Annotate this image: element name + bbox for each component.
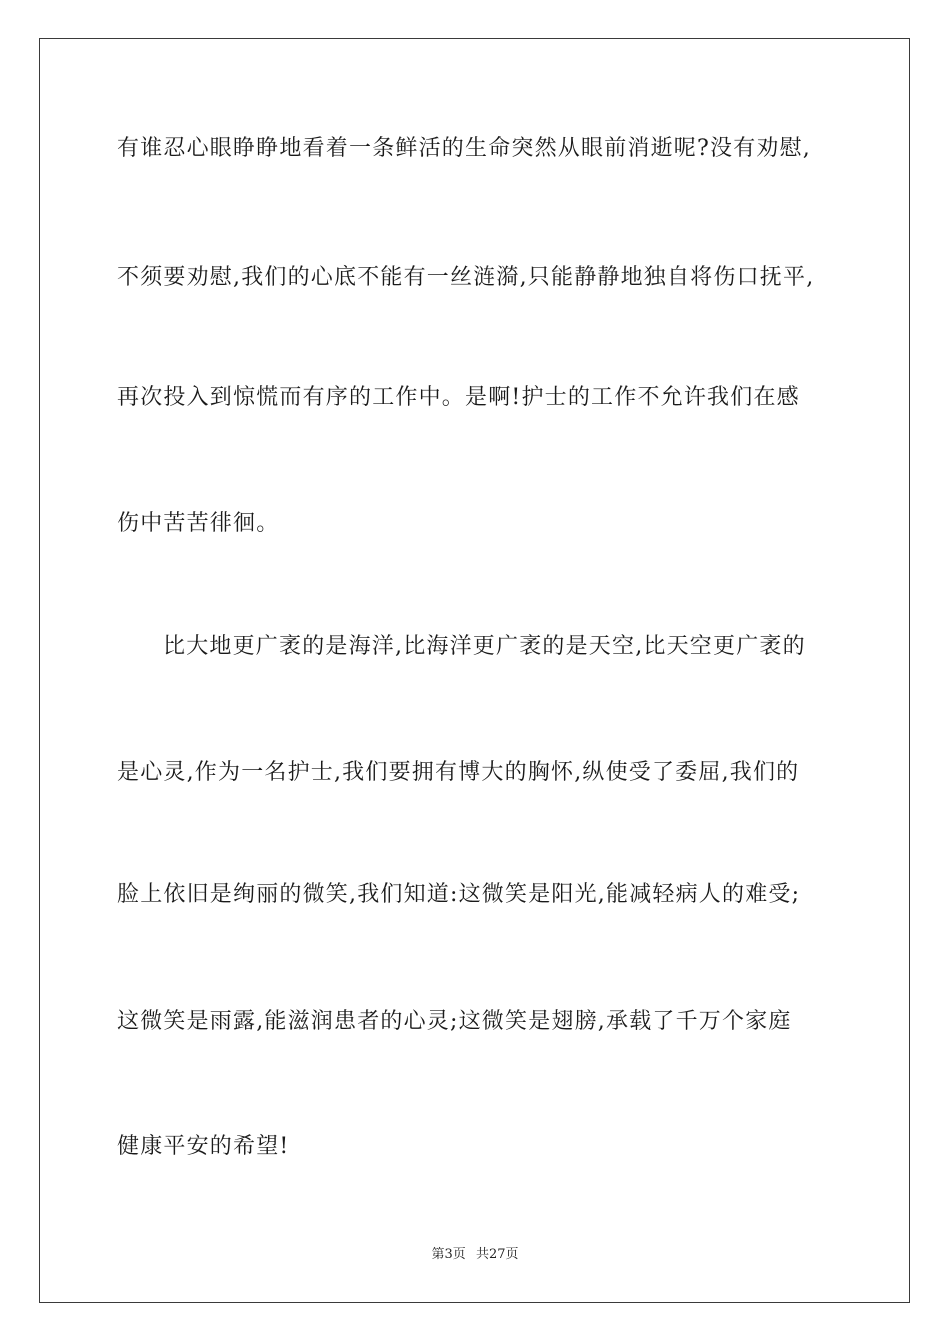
paragraph-line-4: 伤中苦苦徘徊。 [117,511,280,536]
paragraph-line-2: 不须要劝慰,我们的心底不能有一丝涟漪,只能静静地独自将伤口抚平, [117,265,815,290]
page-border [39,38,910,1303]
paragraph-line-9: 健康平安的希望! [117,1134,290,1159]
paragraph-line-8: 这微笑是雨露,能滋润患者的心灵;这微笑是翅膀,承载了千万个家庭 [117,1009,792,1034]
paragraph-line-5: 比大地更广袤的是海洋,比海洋更广袤的是天空,比天空更广袤的 [163,634,806,659]
page-number: 第3页 [431,1247,466,1262]
paragraph-line-7: 脸上依旧是绚丽的微笑,我们知道:这微笑是阳光,能减轻病人的难受; [117,882,801,907]
paragraph-line-3: 再次投入到惊慌而有序的工作中。是啊!护士的工作不允许我们在感 [117,385,800,410]
page-total: 共27页 [475,1247,519,1262]
paragraph-line-6: 是心灵,作为一名护士,我们要拥有博大的胸怀,纵使受了委屈,我们的 [117,760,800,785]
page-footer [0,1247,950,1263]
paragraph-line-1: 有谁忍心眼睁睁地看着一条鲜活的生命突然从眼前消逝呢?没有劝慰, [117,136,811,161]
